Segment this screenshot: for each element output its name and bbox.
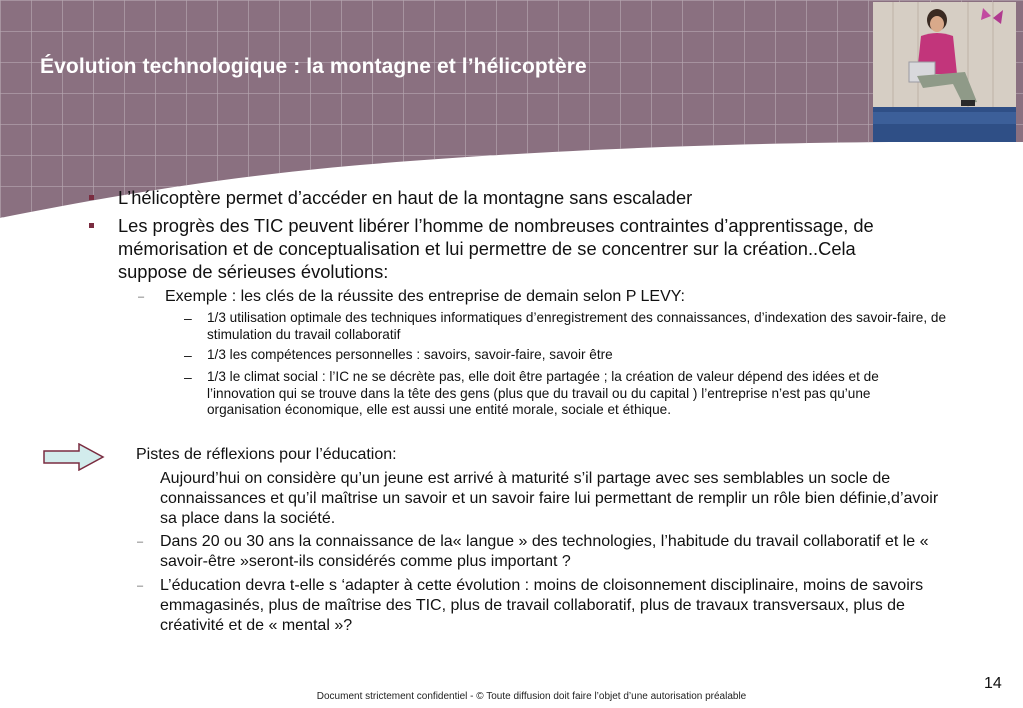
footer-confidential-note: Document strictement confidentiel - © Toute diffusion doit faire l’objet d’une autorisation préalable (316, 691, 747, 702)
dash-icon: – (184, 310, 192, 326)
dash-icon: – (137, 580, 144, 592)
bullet-helicopter: L’hélicoptère permet d’accéder en haut de la montagne sans escalader (118, 187, 693, 208)
bullet-square-icon (89, 195, 94, 200)
dash-icon: – (137, 536, 144, 548)
dash-icon: – (138, 291, 145, 303)
example-label: Exemple : les clés de la réussite des entreprise de demain selon P LEVY: (165, 288, 685, 305)
reflection-paragraph: Aujourd’hui on considère qu’un jeune est arrivé à maturité s’il partage avec ses semblables un socle de connaissances et qu’il maîtrise un savoir et un savoir faire lui permettant de remplir un rôle bien définie,d’avoir sa place dans la société. (160, 470, 939, 527)
page-number: 14 (984, 675, 1002, 692)
woman-laptop-photo (873, 2, 1016, 142)
bullet-square-icon (89, 223, 94, 228)
dash-icon: – (184, 347, 192, 363)
reflection-item: Dans 20 ou 30 ans la connaissance de la« langue » des technologies, l’habitude du travail collaboratif et le « savoir-être »seront-ils considérés comme plus important ? (160, 533, 929, 570)
bullet-tic-progress: Les progrès des TIC peuvent libérer l’homme de nombreuses contraintes d’apprentissage, de mémorisation et de conceptualisation et lui permettre de se concentrer sur la création..Cela suppose de sérieuses évolutions: (118, 215, 874, 282)
example-item: 1/3 le climat social : l’IC ne se décrète pas, elle doit être partagée ; la création de valeur dépend des idées et de l’innovation qui se trouve dans la tête des gens (plus que du travail ou du capital ) l’entreprise n’est pas qu’une organisation économique, elle est aussi une entité morale, sociale et éthique. (207, 369, 879, 418)
slide-title: Évolution technologique : la montagne et l’hélicoptère (40, 55, 587, 78)
reflection-item: L’éducation devra t-elle s ‘adapter à cette évolution : moins de cloisonnement disciplinaire, moins de savoirs emmagasinés, plus de maîtrise des TIC, plus de travail collaboratif, plus de travaux transversaux, plus de créativité et de « mental »? (160, 577, 924, 634)
right-arrow-icon (43, 443, 105, 471)
dash-icon: – (184, 369, 192, 385)
reflection-heading: Pistes de réflexions pour l’éducation: (136, 446, 397, 463)
example-item: 1/3 utilisation optimale des techniques informatiques d’enregistrement des connaissances, d’indexation des savoir-faire, de stimulation du travail collaboratif (207, 310, 947, 342)
example-item: 1/3 les compétences personnelles : savoirs, savoir-faire, savoir être (207, 347, 613, 362)
